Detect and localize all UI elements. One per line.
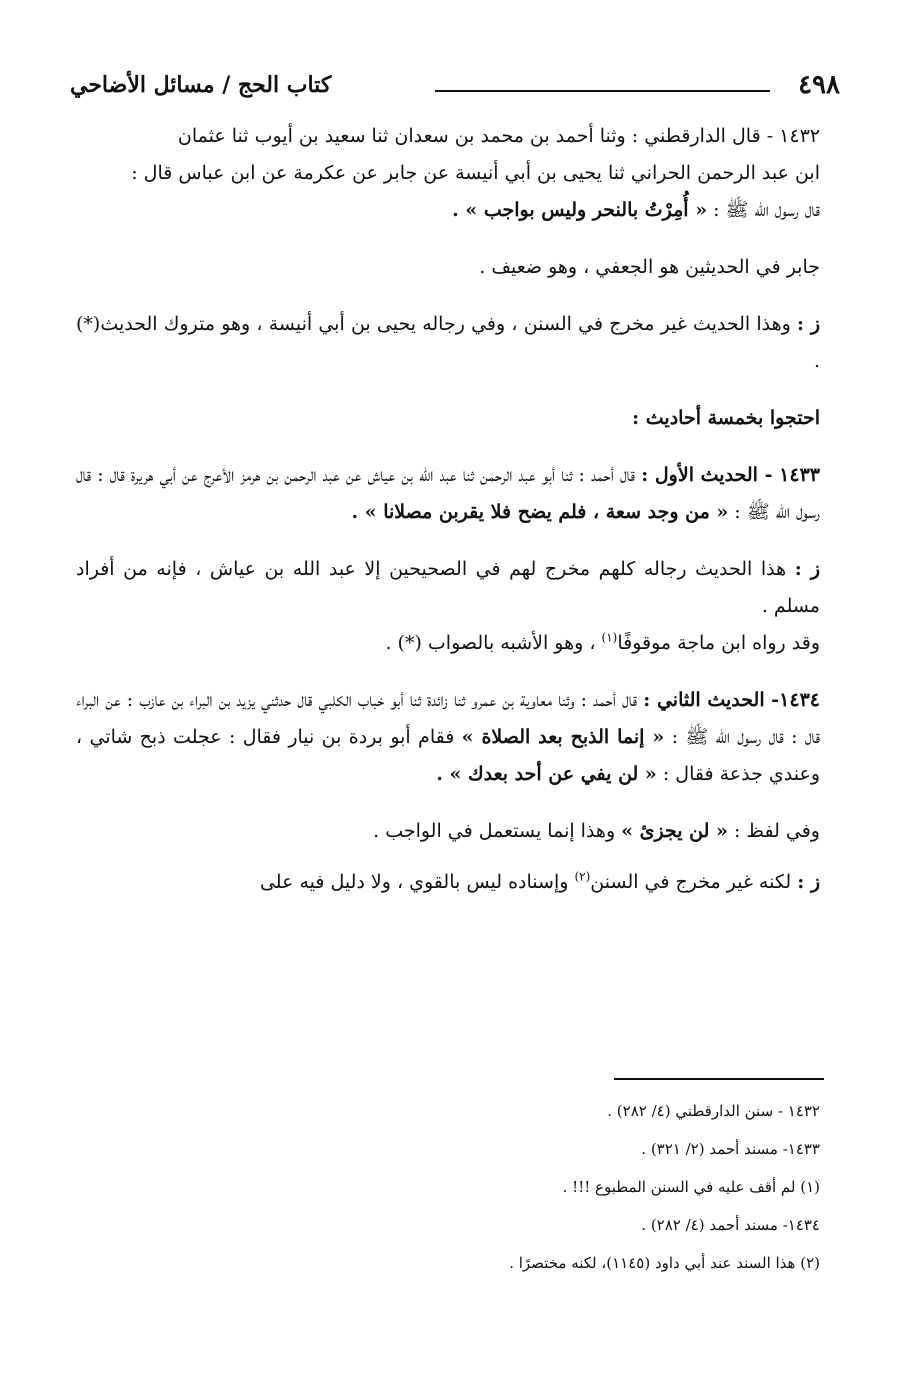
footnote-separator <box>614 1078 824 1080</box>
hadith-1434-mid: فقام أبو بردة بن نيار فقال : عجلت ذبح شاتي ، وعندي جذعة فقال : <box>76 726 820 785</box>
lafz-pre: وفي لفظ : <box>727 820 820 842</box>
note-z1-marker: ز : <box>797 313 820 335</box>
heading-five-hadiths: احتجوا بخمسة أحاديث : <box>632 407 820 429</box>
note-z3-text1: لكنه غير مخرج في السنن <box>590 871 798 893</box>
note-z2-line2: وقد رواه ابن ماجة موقوفًا <box>617 632 820 654</box>
hadith-1433-text: قال أحمد : ثنا أبو عبد الرحمن ثنا عبد الله بن عياش عن عبد الرحمن بن هرمز الأعرج عن أبي هريرة قال : قال رسول الله ﷺ : <box>76 464 820 523</box>
footnote-item: ١٤٣٣- مسند أحمد (٢/ ٣٢١) . <box>641 1140 820 1158</box>
hadith-1433 <box>76 457 820 531</box>
lafz-quote: « لن يجزئ » <box>621 820 728 842</box>
running-title: كتاب الحج / مسائل الأضاحي <box>70 72 332 98</box>
hadith-1433-quote: « من وجد سعة ، فلم يضح فلا يقربن مصلانا » . <box>351 501 729 523</box>
hadith-1432-line3: قال رسول الله ﷺ : <box>707 199 820 221</box>
hadith-1432 <box>76 118 820 229</box>
header-rule <box>435 90 770 92</box>
note-z2-marker: ز : <box>794 558 820 580</box>
note-z3-text2: وإسناده ليس بالقوي ، ولا دليل فيه على <box>259 871 575 893</box>
hadith-1434-quote1: « إنما الذبح بعد الصلاة » <box>461 726 665 748</box>
hadith-1432-quote: « أُمِرْتُ بالنحر وليس بواجب » . <box>452 199 708 221</box>
footnote-item: ١٤٣٢ - سنن الدارقطني (٤/ ٢٨٢) . <box>607 1102 820 1120</box>
note-z2-line2-end: ، وهو الأشبه بالصواب (*) . <box>385 632 602 654</box>
note-z1 <box>76 306 820 380</box>
hadith-1432-line1: ١٤٣٢ - قال الدارقطني : وثنا أحمد بن محمد بن سعدان ثنا سعيد بن أيوب ثنا عثمان <box>177 125 820 147</box>
footnotes <box>160 1092 820 1282</box>
lafz-post: وهذا إنما يستعمل في الواجب . <box>373 820 622 842</box>
page-number: ٤٩٨ <box>798 70 840 100</box>
page-body <box>76 118 820 901</box>
comment-jabir: جابر في الحديثين هو الجعفي ، وهو ضعيف . <box>479 256 820 278</box>
footnote-ref-1: (١) <box>601 630 618 645</box>
footnote-item: ١٤٣٤- مسند أحمد (٤/ ٢٨٢) . <box>641 1216 820 1234</box>
footnote-item: (٢) هذا السند عند أبي داود (١١٤٥)، لكنه مختصرًا . <box>509 1254 820 1272</box>
hadith-1434-label: ١٤٣٤- الحديث الثاني : <box>643 689 820 711</box>
footnote-item: (١) لم أقف عليه في السنن المطبوع !!! . <box>562 1178 820 1196</box>
note-z2-text: هذا الحديث رجاله كلهم مخرج لهم في الصحيحين إلا عبد الله بن عياش ، فإنه من أفراد مسلم . <box>76 558 820 617</box>
hadith-1434-text: قال أحمد : وثنا معاوية بن عمرو ثنا زائدة ثنا أبو خباب الكلبي قال حدثني يزيد بن البراء بن عازب : عن البراء قال : قال رسول الله ﷺ : <box>76 689 820 748</box>
footnote-ref-2: (٢) <box>574 869 591 884</box>
note-z1-text: وهذا الحديث غير مخرج في السنن ، وفي رجاله يحيى بن أبي أنيسة ، وهو متروك الحديث(*) . <box>76 313 820 372</box>
lafz-variant <box>76 813 820 850</box>
hadith-1433-label: ١٤٣٣ - الحديث الأول : <box>641 464 820 486</box>
note-z3 <box>76 864 820 901</box>
hadith-1434-quote2: « لن يفي عن أحد بعدك » . <box>436 763 657 785</box>
hadith-1432-line2: ابن عبد الرحمن الحراني ثنا يحيى بن أبي أنيسة عن جابر عن عكرمة عن ابن عباس قال : <box>131 162 820 184</box>
page-header <box>70 68 840 108</box>
note-z2 <box>76 551 820 662</box>
hadith-1434 <box>76 682 820 793</box>
note-z3-marker: ز : <box>797 871 820 893</box>
